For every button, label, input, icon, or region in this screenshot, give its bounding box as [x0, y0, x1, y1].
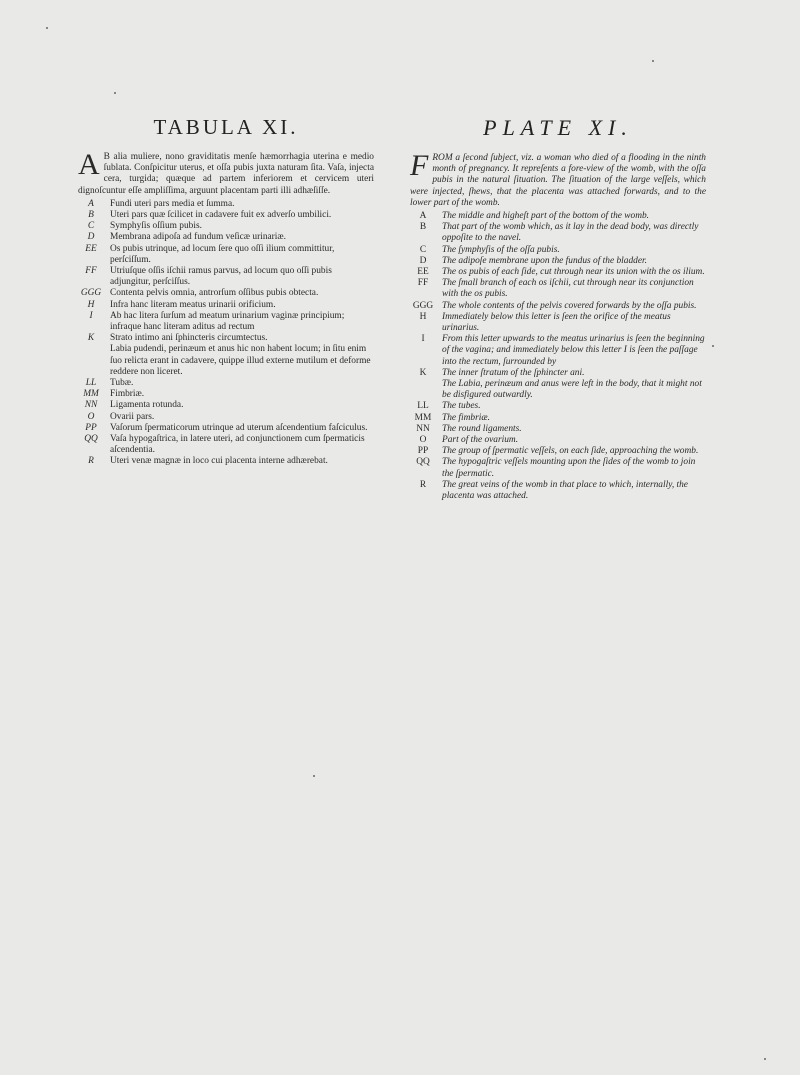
legend-key: EE [417, 267, 429, 278]
legend-entry [410, 379, 706, 401]
legend-entry [78, 210, 374, 221]
legend-entry [410, 267, 706, 278]
legend-entry [78, 389, 374, 400]
legend-entry [78, 378, 374, 389]
legend-text: Ligamenta rotunda. [110, 400, 184, 411]
legend-text: From this letter upwards to the meatus urinarius is ſeen the beginning of the vagina; and immediately below this letter I is ſeen the paſſage into the rectum, ſurrounded by [442, 334, 705, 367]
latin-title: TABULA XI. [153, 115, 299, 139]
legend-entry [410, 413, 706, 424]
legend-entry [78, 266, 374, 288]
legend-key: H [87, 299, 95, 310]
legend-entry [78, 244, 374, 266]
legend-text: The Labia, perinæum and anus were left in the body, that it might not be disfigured outwardly. [442, 379, 702, 401]
legend-key: GGG [80, 288, 102, 299]
legend-key: NN [416, 423, 430, 434]
legend-text: Labia pudendi, perinæum et anus hic non habent locum; in ſitu enim ſuo relicta erant in cadavere, quippe illud externe mutilum et deforme reddere non liceret. [110, 344, 371, 377]
paper-speck [46, 27, 48, 29]
legend-key: QQ [416, 457, 430, 468]
legend-key: LL [85, 378, 97, 389]
legend-text: Part of the ovarium. [442, 435, 519, 446]
legend-entry [78, 288, 374, 299]
legend-entry [410, 435, 706, 446]
legend-text: The fimbriæ. [442, 412, 490, 423]
english-intro [410, 149, 706, 209]
legend-key: MM [83, 389, 99, 400]
latin-dropcap: A [78, 148, 100, 181]
english-title: PLATE XI. [483, 115, 633, 140]
paper-speck [764, 1058, 766, 1060]
legend-key: PP [85, 422, 97, 433]
legend-key: C [419, 244, 427, 255]
legend-entry [410, 301, 706, 312]
legend-text: Contenta pelvis omnia, antrorſum oſſibus pubis obtecta. [110, 288, 319, 299]
legend-entry [78, 400, 374, 411]
legend-text: The group of ſpermatic veſſels, on each ſide, approaching the womb. [442, 446, 699, 457]
legend-entry [78, 434, 374, 456]
legend-text: Vaſa hypogaſtrica, in latere uteri, ad conjunctionem cum ſpermaticis aſcendentia. [110, 434, 365, 456]
legend-text: Tubæ. [110, 378, 134, 389]
latin-legend-list [78, 199, 374, 468]
legend-key: R [88, 456, 94, 467]
legend-entry [78, 456, 374, 467]
legend-text: Uteri venæ magnæ in loco cui placenta interne adhærebat. [110, 456, 328, 467]
legend-text: The ſymphyſis of the oſſa pubis. [442, 244, 560, 255]
legend-key: A [419, 211, 427, 222]
legend-key: I [89, 310, 93, 321]
latin-intro-text: B alia muliere, nono graviditatis menſe hæmorrhagia uterina e medio ſublata. Conſpicitur uterus, et oſſa pubis juxta naturam ſita. Vaſa, injecta cera, turgida; quæque ad partem inferiorem et cervicem uteri dignoſcuntur eſſe ampliſſima, arguunt placentam parti illi adhæſiſſe. [78, 152, 374, 196]
legend-entry [78, 344, 374, 378]
legend-key: PP [417, 446, 429, 457]
english-legend-list [410, 211, 706, 502]
legend-key: B [88, 210, 94, 221]
legend-text: Ovarii pars. [110, 411, 155, 422]
legend-text: The whole contents of the pelvis covered forwards by the oſſa pubis. [442, 300, 697, 311]
legend-entry [410, 211, 706, 222]
legend-key: B [419, 222, 427, 233]
paper-speck [712, 345, 714, 347]
legend-entry [78, 423, 374, 434]
legend-key: A [88, 198, 94, 209]
legend-key: H [419, 311, 427, 322]
latin-column [78, 115, 374, 468]
legend-key: LL [417, 401, 429, 412]
legend-entry [78, 300, 374, 311]
legend-text: The middle and higheſt part of the bottom of the womb. [442, 211, 650, 222]
legend-entry [78, 232, 374, 243]
legend-text: The great veins of the womb in that place to which, internally, the placenta was attached. [442, 479, 688, 502]
legend-entry [78, 311, 374, 333]
legend-text: Fimbriæ. [110, 389, 145, 400]
legend-text: Fundi uteri pars media et ſumma. [110, 198, 235, 209]
legend-key: MM [414, 412, 432, 423]
legend-text: The ſmall branch of each os iſchii, cut through near its conjunction with the os pubis. [442, 278, 694, 300]
legend-text: The adipoſe membrane upon the fundus of the bladder. [442, 255, 647, 266]
legend-text: The round ligaments. [442, 423, 522, 434]
legend-key: R [419, 479, 427, 490]
legend-text: The hypogaſtric veſſels mounting upon the ſides of the womb to join the ſpermatic. [442, 457, 696, 479]
legend-key: D [419, 255, 427, 266]
legend-entry [410, 222, 706, 244]
legend-text: That part of the womb which, as it lay in the dead body, was directly oppoſite to the navel. [442, 222, 699, 244]
legend-key: C [87, 221, 95, 232]
legend-key: D [87, 232, 95, 243]
legend-text: Immediately below this letter is ſeen the orifice of the meatus urinarius. [442, 311, 671, 334]
legend-entry [410, 480, 706, 502]
legend-key: FF [85, 266, 97, 277]
legend-entry [410, 446, 706, 457]
legend-text: Strato intimo ani ſphincteris circumtectus. [110, 333, 268, 344]
legend-text: Utriuſque oſſis iſchii ramus parvus, ad locum quo oſſi pubis adjungitur, perſciſſus. [110, 266, 332, 288]
legend-text: The os pubis of each ſide, cut through near its union with the os ilium. [442, 267, 705, 278]
legend-key: EE [85, 243, 97, 254]
legend-key: QQ [84, 434, 98, 445]
legend-entry [410, 457, 706, 479]
legend-entry [410, 334, 706, 368]
legend-key: GGG [412, 300, 434, 311]
english-column [410, 115, 706, 502]
legend-entry [410, 368, 706, 379]
legend-entry [410, 312, 706, 334]
legend-text: Vaſorum ſpermaticorum utrinque ad uterum aſcendentium faſciculus. [110, 422, 368, 433]
legend-key: K [419, 367, 427, 378]
legend-key: O [419, 435, 427, 446]
legend-entry [78, 199, 374, 210]
legend-text: Symphyſis oſſium pubis. [110, 221, 202, 232]
legend-entry [410, 245, 706, 256]
paper-speck [313, 775, 315, 777]
legend-entry [410, 401, 706, 412]
english-dropcap: F [410, 149, 429, 182]
latin-intro [78, 148, 374, 197]
legend-entry [410, 424, 706, 435]
legend-entry [78, 333, 374, 344]
legend-entry [410, 256, 706, 267]
legend-entry [78, 412, 374, 423]
paper-speck [114, 92, 116, 94]
legend-text: Os pubis utrinque, ad locum ſere quo oſſi ilium committitur, perſciſſum. [110, 243, 335, 265]
legend-entry [410, 278, 706, 300]
legend-key: O [87, 411, 95, 422]
legend-key: K [87, 333, 95, 344]
english-intro-text: ROM a ſecond ſubject, viz. a woman who died of a flooding in the ninth month of pregnancy. It repreſents a fore-view of the womb, with the oſſa pubis in the natural ſituation. The ſituation of the large veſſels, which were injected, ſhews, that the placenta was attached forwards, and to the lower part of the womb. [410, 153, 706, 208]
legend-text: Infra hanc literam meatus urinarii orificium. [110, 299, 276, 310]
paper-speck [652, 60, 654, 62]
legend-text: The inner ſtratum of the ſphincter ani. [442, 367, 585, 378]
legend-text: Membrana adipoſa ad fundum veſicæ urinariæ. [110, 232, 286, 243]
legend-text: Ab hac litera ſurſum ad meatum urinarium vaginæ principium; infraque hanc literam aditus ad rectum [110, 310, 345, 333]
legend-entry [78, 221, 374, 232]
legend-text: Uteri pars quæ ſcilicet in cadavere fuit ex adverſo umbilici. [110, 210, 332, 221]
legend-key: NN [84, 400, 98, 411]
legend-key: I [421, 334, 425, 345]
legend-text: The tubes. [442, 401, 481, 412]
legend-key: FF [417, 278, 429, 289]
